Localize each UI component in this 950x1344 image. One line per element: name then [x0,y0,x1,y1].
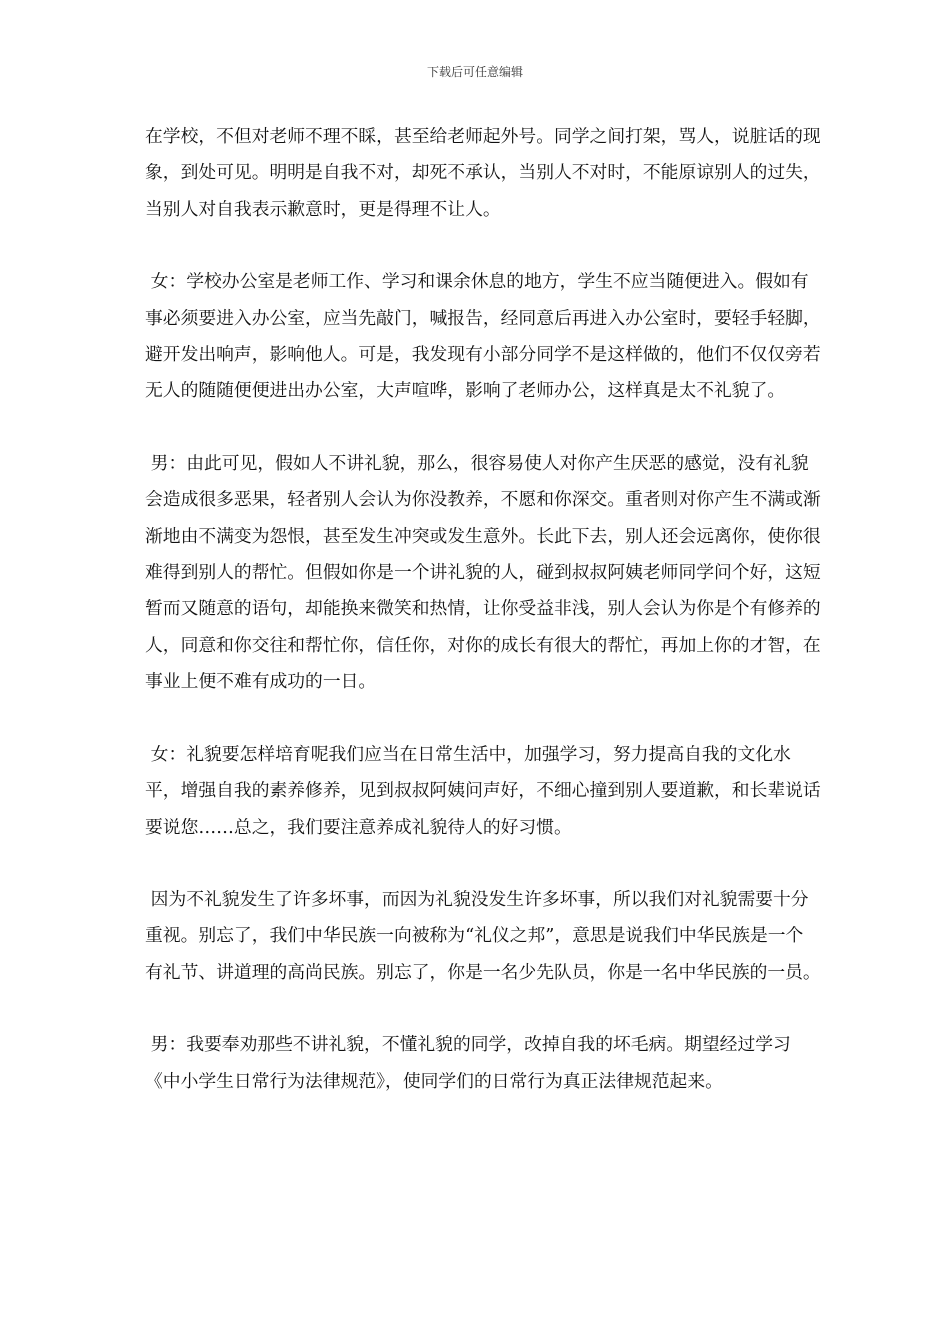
page-header: 下载后可任意编辑 [426,65,523,79]
paragraph: 因为不礼貌发生了许多坏事，而因为礼貌没发生许多坏事，所以我们对礼貌需要十分重视。别忘了，我们中华民族一向被称为“礼仪之邦”，意思是说我们中华民族是一个有礼节、讲道理的高尚民族。别忘了，你是一名少先队员，你是一名中华民族的一员。 [145,888,821,983]
paragraph: 女：学校办公室是老师工作、学习和课余休息的地方，学生不应当随便进入。假如有事必须要进入办公室，应当先敲门，喊报告，经同意后再进入办公室时，要轻手轻脚，避开发出响声，影响他人。可是，我发现有小部分同学不是这样做的，他们不仅仅旁若无人的随随便便进出办公室，大声喧哗，影响了老师办公，这样真是太不礼貌了。 [145,271,821,402]
paragraph: 男：我要奉劝那些不讲礼貌，不懂礼貌的同学，改掉自我的坏毛病。期望经过学习《中小学生日常行为法律规范》，使同学们的日常行为真正法律规范起来。 [145,1034,791,1092]
paragraph: 女：礼貌要怎样培育呢我们应当在日常生活中，加强学习，努力提高自我的文化水平，增强自我的素养修养，见到叔叔阿姨问声好，不细心撞到别人要道歉，和长辈说话要说您……总之，我们要注意养成礼貌待人的好习惯。 [145,743,821,838]
paragraph: 男：由此可见，假如人不讲礼貌，那么，很容易使人对你产生厌恶的感觉，没有礼貌会造成很多恶果，轻者别人会认为你没教养，不愿和你深交。重者则对你产生不满或渐渐地由不满变为怨恨，甚至发生冲突或发生意外。长此下去，别人还会远离你，使你很难得到别人的帮忙。但假如你是一个讲礼貌的人，碰到叔叔阿姨老师同学问个好，这短暂而又随意的语句，却能换来微笑和热情，让你受益非浅，别人会认为你是个有修养的人，同意和你交往和帮忙你，信任你，对你的成长有很大的帮忙，再加上你的才智，在事业上便不难有成功的一日。 [145,452,821,693]
paragraph: 在学校，不但对老师不理不睬，甚至给老师起外号。同学之间打架，骂人，说脏话的现象，到处可见。明明是自我不对，却死不承认，当别人不对时，不能原谅别人的过失，当别人对自我表示歉意时，更是得理不让人。 [145,126,821,220]
document-body [145,119,821,1136]
